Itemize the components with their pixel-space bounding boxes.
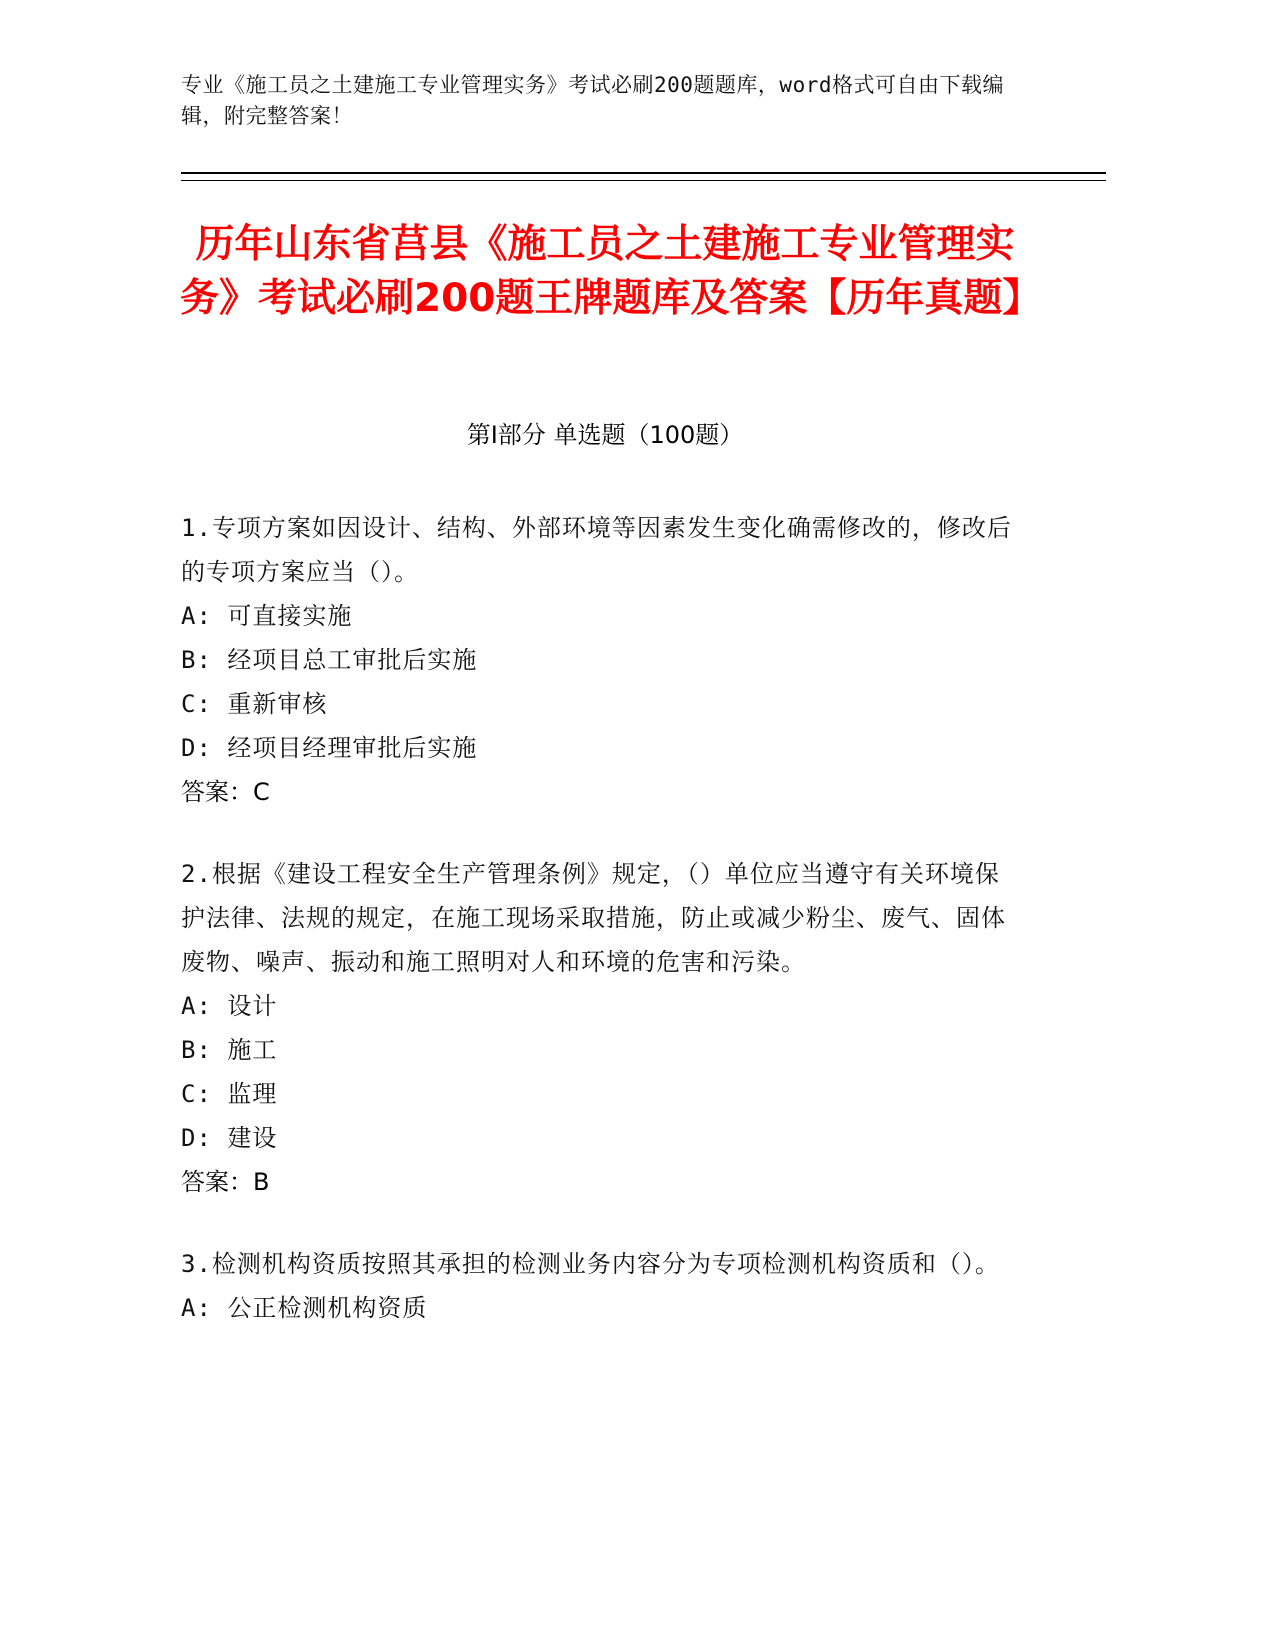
header-note: 专业《施工员之土建施工专业管理实务》考试必刷200题题库，word格式可自由下载编辑，附完整答案！ (181, 73, 1004, 128)
question-stem: 3.检测机构资质按照其承担的检测业务内容分为专项检测机构资质和（）。 (181, 1250, 1000, 1278)
document-title: 历年山东省莒县《施工员之土建施工专业管理实务》考试必刷200题王牌题库及答案【历年真题】 (180, 222, 1042, 321)
option-b: B: 施工 (181, 1036, 278, 1064)
option-d: D: 经项目经理审批后实施 (181, 734, 478, 762)
question-3 (181, 1242, 1021, 1330)
option-c: C: 重新审核 (181, 690, 328, 718)
question-2 (181, 852, 1021, 1204)
option-a: A: 可直接实施 (181, 602, 353, 630)
option-a: A: 公正检测机构资质 (181, 1294, 428, 1322)
section-title: 第Ⅰ部分 单选题（100题） (466, 421, 744, 449)
option-c: C: 监理 (181, 1080, 278, 1108)
question-1 (181, 506, 1021, 814)
option-d: D: 建设 (181, 1124, 278, 1152)
option-a: A: 设计 (181, 992, 278, 1020)
option-b: B: 经项目总工审批后实施 (181, 646, 478, 674)
question-stem: 2.根据《建设工程安全生产管理条例》规定，（）单位应当遵守有关环境保护法律、法规的规定，在施工现场采取措施，防止或减少粉尘、废气、固体废物、噪声、振动和施工照明对人和环境的危害和污染。 (181, 860, 1006, 976)
answer-label: 答案：B (181, 1168, 270, 1196)
question-list (181, 506, 1021, 1368)
answer-label: 答案：C (181, 778, 270, 806)
header-divider-thick (181, 172, 1106, 174)
question-stem: 1.专项方案如因设计、结构、外部环境等因素发生变化确需修改的，修改后的专项方案应当（）。 (181, 514, 1012, 586)
header-divider-thin (181, 180, 1106, 181)
